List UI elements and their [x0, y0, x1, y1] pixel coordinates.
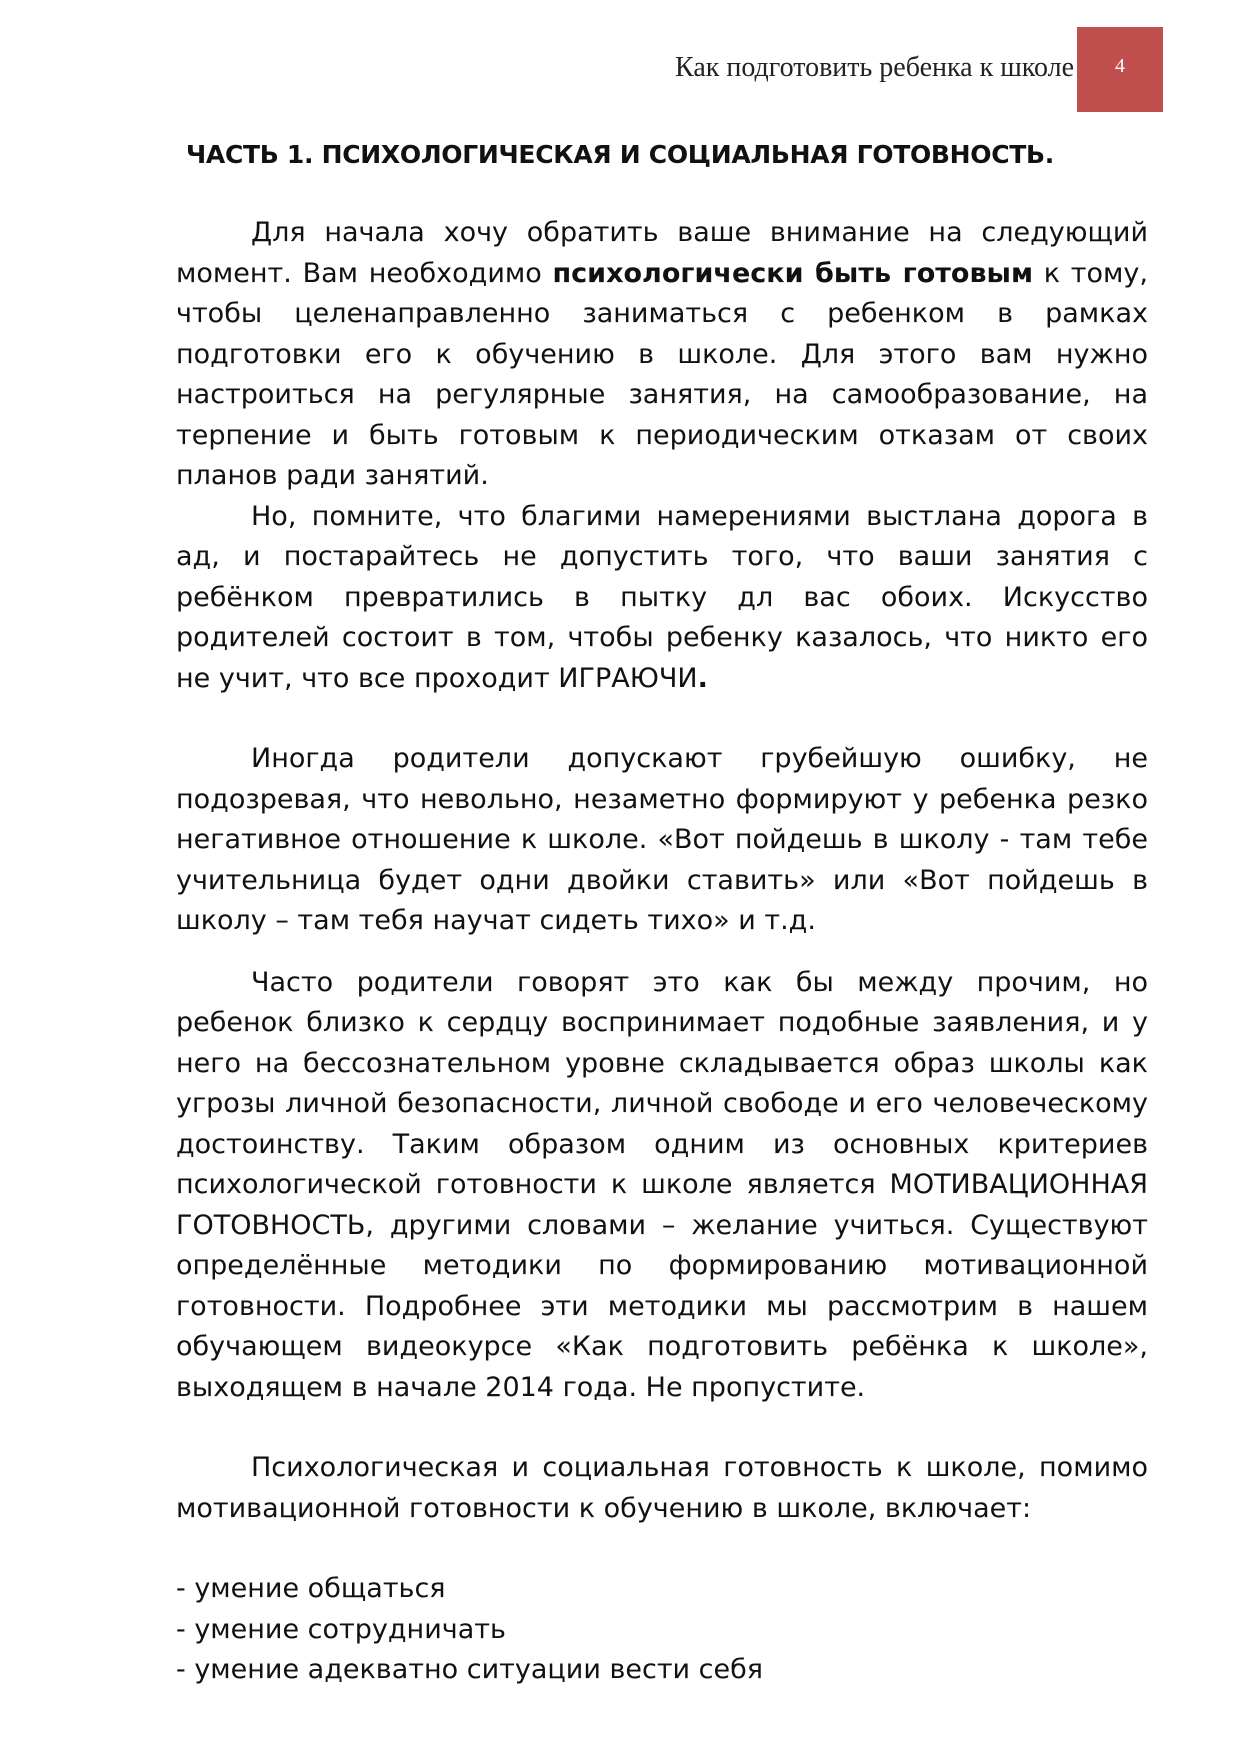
paragraph: Часто родители говорят это как бы между прочим, но ребенок близко к сердцу воспринимает подобные заявления, и у него на бессознательном уровне складывается образ школы как угрозы личной безопасности, личной свободе и его человеческому достоинству. Таким образом одним из основных критериев психологической готовности к школе является МОТИВАЦИОННАЯ ГОТОВНОСТЬ, другими словами – желание учиться. Существуют определённые методики по формированию мотивационной готовности. Подробнее эти методики мы рассмотрим в нашем обучающем видеокурсе «Как подготовить ребёнка к школе», выходящем в начале 2014 года. Не пропустите.: [176, 966, 1148, 1403]
chapter-title: ЧАСТЬ 1. ПСИХОЛОГИЧЕСКАЯ И СОЦИАЛЬНАЯ ГОТОВНОСТЬ.: [186, 140, 1054, 169]
list-item: - умение общаться: [176, 1573, 446, 1604]
paragraph-text: к тому, чтобы целенаправленно заниматься с ребенком в рамках подготовки его к обучению в школе. Для этого вам нужно настроиться на регулярные занятия, на самообразование, на терпение и быть готовым к периодическим отказам от своих планов ради занятий.: [176, 257, 1148, 491]
paragraph-text: Но, помните, что благими намерениями выстлана дорога в ад, и постарайтесь не допустить того, что ваши занятия с ребёнком превратились в пытку дл вас обоих. Искусство родителей состоит в том, чтобы ребенку казалось, что никто его не учит, что все проходит ИГРАЮЧИ: [176, 500, 1148, 694]
list-item: - умение адекватно ситуации вести себя: [176, 1654, 764, 1685]
paragraph: [176, 497, 1148, 700]
list-item: - умение сотрудничать: [176, 1613, 506, 1645]
document-title: Как подготовить ребенка к школе: [675, 52, 1074, 83]
paragraph: [176, 213, 1148, 497]
paragraph: Психологическая и социальная готовность к школе, помимо мотивационной готовности к обучению в школе, включает:: [176, 1452, 1148, 1524]
paragraph-text: Для начала хочу обратить ваше внимание на следующий момент. Вам необходимо: [176, 217, 1148, 289]
body-text: [176, 213, 1148, 1691]
page-number-badge: [1077, 27, 1163, 112]
page-number: 4: [1115, 55, 1125, 77]
bold-emphasis: психологически быть готовым: [552, 257, 1034, 289]
paragraph: Иногда родители допускают грубейшую ошибку, не подозревая, что невольно, незаметно формируют у ребенка резко негативное отношение к школе. «Вот пойдешь в школу - там тебе учительница будет одни двойки ставить» или «Вот пойдешь в школу – там тебя научат сидеть тихо» и т.д.: [176, 743, 1148, 936]
skills-list: [176, 1569, 1148, 1691]
bold-emphasis: .: [697, 662, 708, 694]
